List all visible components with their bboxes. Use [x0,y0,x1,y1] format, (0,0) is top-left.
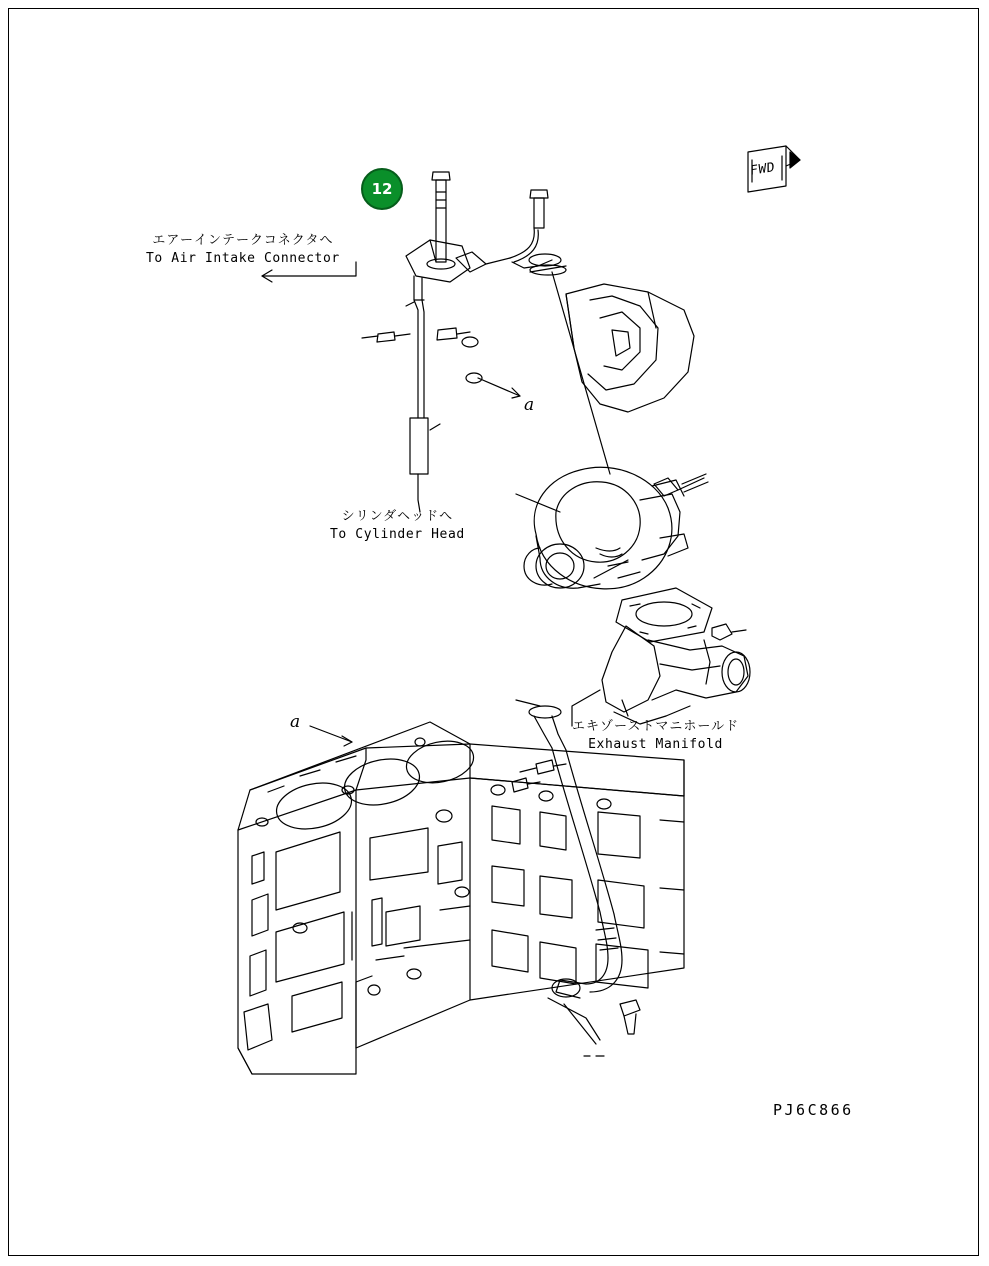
leader-a-upper [478,378,520,396]
turbo-mount-flange [616,588,712,642]
reference-letter-a-lower: a [290,712,301,732]
item-number-badge[interactable]: 12 [361,168,403,210]
washer-pair [462,337,482,383]
label-exhaust-manifold [572,718,739,753]
leader-compressor [516,494,560,512]
label-air-intake-connector [146,232,340,267]
intake-bracket [406,240,510,282]
exhaust-manifold [602,626,750,724]
label-air-intake-jp: エアーインテークコネクタへ [152,233,334,248]
label-cylinder-head-jp: シリンダヘッドへ [341,509,454,524]
leader-drain-gasket [516,700,540,706]
turbo-stud-bolt [654,474,708,496]
oil-feed-tube [510,228,566,275]
cylinder-head-pipe [406,276,440,474]
fwd-label: FWD [750,160,775,179]
leader-a-lower [310,726,352,742]
label-cylinder-head-en: To Cylinder Head [330,526,465,542]
label-exhaust-manifold-jp: エキゾーストマニホールド [572,719,740,734]
bolt-upper-right [530,190,548,228]
bolt-left-small [362,332,410,342]
leader-gasket-turbo [552,272,610,474]
long-bolt-item12 [432,172,450,262]
fwd-direction-badge [742,146,798,192]
label-exhaust-manifold-en: Exhaust Manifold [588,736,723,752]
reference-letter-a-upper: a [524,395,535,415]
pipe-tail [418,474,420,512]
cylinder-block [238,722,684,1074]
manifold-nut [712,624,746,640]
turbocharger [524,284,694,589]
arrowhead-a-lower [342,736,352,746]
label-cylinder-head [330,508,465,543]
label-air-intake-en: To Air Intake Connector [146,250,340,266]
block-drain-bolt [512,778,540,792]
drawing-code: PJ6C866 [773,1101,854,1119]
drain-bolt-lower [548,998,640,1044]
